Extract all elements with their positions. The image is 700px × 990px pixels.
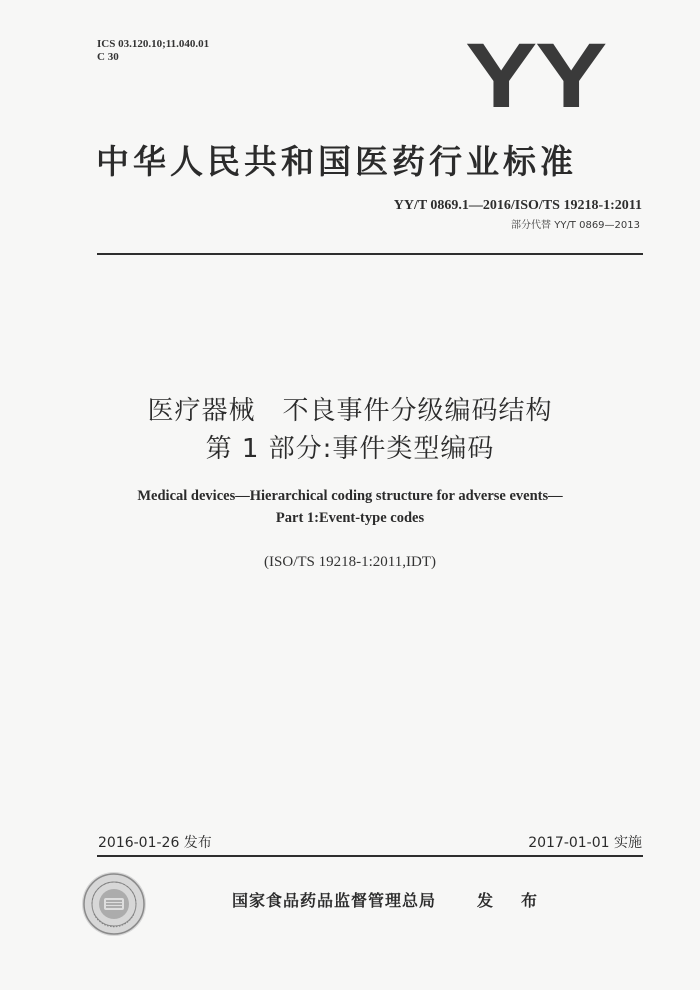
- implement-date: 2017-01-01 实施: [528, 835, 642, 851]
- issue-label: 发 布: [477, 891, 544, 910]
- ics-code: ICS 03.120.10;11.040.01: [97, 38, 210, 50]
- ccs-code: C 30: [97, 51, 119, 63]
- standard-category-title: 中华人民共和国医药行业标准: [96, 142, 577, 181]
- iso-equivalence: (ISO/TS 19218-1:2011,IDT): [264, 554, 436, 570]
- issuing-authority: 国家食品药品监督管理总局: [232, 891, 437, 910]
- issuer-seal-icon: [80, 870, 148, 938]
- cn-title-line-1: 医疗器械 不良事件分级编码结构: [147, 396, 553, 426]
- cn-title-line-2: 第 1 部分:事件类型编码: [205, 434, 495, 464]
- bottom-divider: [97, 855, 643, 857]
- replaces-note: 部分代替 YY/T 0869—2013: [511, 220, 640, 231]
- top-divider: [97, 253, 643, 255]
- en-title-line-2: Part 1:Event-type codes: [275, 510, 425, 526]
- classification-codes: [97, 38, 209, 64]
- yy-logo: YY: [465, 25, 606, 127]
- en-title-line-1: Medical devices—Hierarchical coding structure for adverse events—: [137, 488, 563, 504]
- publish-date: 2016-01-26 发布: [98, 835, 212, 851]
- standard-number: YY/T 0869.1—2016/ISO/TS 19218-1:2011: [393, 198, 642, 213]
